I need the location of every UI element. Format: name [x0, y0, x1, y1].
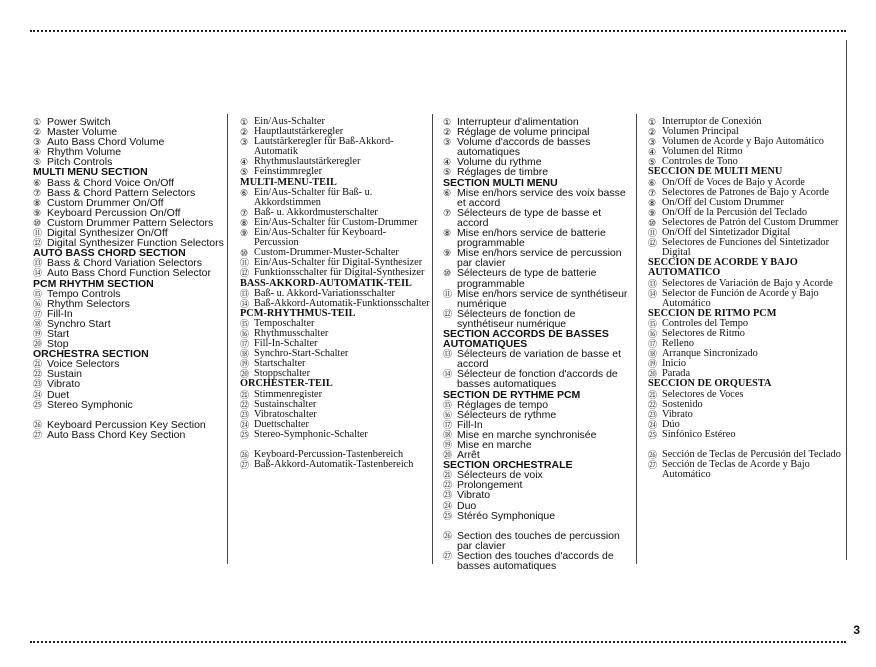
- item-label: Sélecteur de fonction d'accords de basses automatiques: [457, 368, 618, 391]
- section-heading: PCM RHYTHM SECTION: [33, 277, 154, 290]
- item-label: Stereo Symphonic: [47, 398, 133, 411]
- item-number: ㉖: [33, 419, 43, 430]
- item-label: Volume du rythme: [457, 156, 542, 169]
- item-number: ②: [33, 127, 42, 138]
- item-number: ⑰: [33, 308, 43, 319]
- item-number: ⑩: [33, 217, 42, 228]
- item-number: ⑳: [443, 450, 453, 461]
- item-number: ⑮: [443, 399, 453, 410]
- item-label: Parada: [662, 368, 691, 380]
- section-heading: MULTI MENU SECTION: [33, 166, 148, 179]
- item-number: ⑬: [240, 288, 250, 299]
- item-number: ⑭: [33, 268, 43, 279]
- item-label: Auto Bass Chord Function Selector: [47, 267, 212, 280]
- item-number: ⑳: [648, 369, 658, 380]
- item-number: ⑤: [240, 167, 249, 178]
- item-number: ⑫: [33, 238, 43, 249]
- section-heading: MULTI-MENU-TEIL: [240, 176, 337, 188]
- item-number: ⑤: [648, 157, 657, 168]
- item-label: Inicio: [662, 358, 687, 370]
- list-item: [240, 460, 430, 470]
- item-number: ⑧: [443, 228, 452, 239]
- item-number: ⑪: [240, 258, 250, 269]
- item-number: ⑭: [443, 369, 453, 380]
- item-number: ⑨: [648, 207, 657, 218]
- list-item: [443, 137, 633, 157]
- item-label: Auto Bass Chord Key Section: [47, 428, 186, 441]
- item-number: ㉑: [33, 359, 43, 370]
- item-label: Start: [47, 327, 70, 340]
- item-number: ⑨: [33, 207, 42, 218]
- item-number: ⑥: [240, 187, 249, 198]
- list-item: [648, 430, 844, 440]
- item-number: ⑱: [240, 349, 250, 360]
- item-label: Baß-Akkord-Automatik-Funktionsschalter: [254, 297, 430, 309]
- item-label: Vibrato: [662, 408, 693, 420]
- item-number: ⑦: [33, 187, 42, 198]
- item-label: Feinstimmregler: [254, 166, 323, 178]
- item-label: Selectores de Ritmo: [662, 327, 745, 339]
- item-label: Master Volume: [47, 126, 118, 139]
- item-label: Rhythmusschalter: [254, 327, 329, 339]
- item-number: ⑲: [443, 440, 453, 450]
- item-label: Vibrato: [457, 489, 491, 502]
- section-heading: SECCION DE ACORDE Y BAJO AUTOMATICO: [648, 257, 798, 279]
- list-item: [240, 188, 430, 208]
- item-number: ⑮: [648, 318, 658, 329]
- item-number: ⑲: [33, 328, 43, 339]
- item-label: Mise en/hors service de batterie programmable: [457, 227, 606, 250]
- item-label: Sélecteurs de type de basse et accord: [457, 206, 602, 229]
- item-number: ④: [33, 147, 42, 158]
- item-number: ㉒: [240, 399, 250, 410]
- item-label: Custom Drummer Pattern Selectors: [47, 216, 214, 229]
- item-label: Volumen del Ritmo: [662, 146, 743, 158]
- item-number: ③: [33, 137, 42, 148]
- item-number: ⑨: [240, 228, 249, 239]
- item-label: Prolongement: [457, 479, 523, 492]
- item-number: ⑪: [443, 288, 453, 299]
- item-number: ⑰: [240, 339, 250, 350]
- item-number: ③: [443, 137, 452, 148]
- page-number: 3: [853, 623, 860, 637]
- section-heading: SECTION MULTI MENU: [443, 176, 558, 189]
- item-label: Vibrato: [47, 378, 81, 391]
- item-label: On/Off de la Percusión del Teclado: [662, 206, 808, 218]
- item-label: Volumen de Acorde y Bajo Automático: [662, 136, 824, 148]
- list-item: [443, 268, 633, 288]
- item-label: Fill-In-Schalter: [254, 338, 318, 350]
- column-divider-4: [846, 40, 847, 560]
- item-number: ⑥: [443, 187, 452, 198]
- list-item: [443, 309, 633, 329]
- item-label: Pitch Controls: [47, 156, 113, 169]
- section-heading: AUTO BASS CHORD SECTION: [33, 247, 186, 260]
- item-number: ⑤: [33, 157, 42, 168]
- item-label: Duo: [457, 499, 477, 512]
- item-number: ⑫: [443, 308, 453, 319]
- item-number: ②: [240, 127, 249, 138]
- item-label: On/Off del Custom Drummer: [662, 196, 784, 208]
- item-label: Keyboard Percussion On/Off: [47, 206, 181, 219]
- item-number: ②: [443, 127, 452, 138]
- item-label: Auto Bass Chord Volume: [47, 136, 165, 149]
- item-number: ⑳: [240, 369, 250, 380]
- item-number: ⑰: [443, 419, 453, 430]
- item-number: ㉗: [240, 460, 250, 471]
- item-number: ④: [240, 157, 249, 168]
- item-label: Section des touches d'accords de basses automatiques: [457, 549, 614, 573]
- item-number: ③: [240, 137, 249, 148]
- item-label: Interrupteur d'alimentation: [457, 116, 579, 128]
- item-label: Volumen Principal: [662, 126, 739, 138]
- item-label: Custom-Drummer-Muster-Schalter: [254, 247, 399, 259]
- item-label: Fill-In: [457, 418, 483, 431]
- item-label: Keyboard-Percussion-Tastenbereich: [254, 449, 404, 460]
- item-number: ⑯: [240, 328, 250, 339]
- item-label: Ein/Aus-Schalter: [254, 116, 325, 127]
- item-number: ㉑: [240, 389, 250, 400]
- list-item: [443, 511, 633, 521]
- item-number: ⑧: [648, 197, 657, 208]
- item-number: ⑭: [240, 298, 250, 309]
- item-number: ⑦: [443, 207, 452, 218]
- item-number: ㉔: [648, 419, 658, 430]
- item-number: ④: [648, 147, 657, 158]
- item-label: Baß-Akkord-Automatik-Tastenbereich: [254, 459, 414, 471]
- item-label: Bass & Chord Voice On/Off: [47, 176, 175, 189]
- item-label: Volume d'accords de basses automatiques: [457, 136, 591, 159]
- item-number: ⑫: [648, 238, 658, 249]
- item-label: Stimmenregister: [254, 388, 323, 400]
- section-heading: BASS-AKKORD-AUTOMATIK-TEIL: [240, 277, 412, 289]
- item-label: Rhythm Selectors: [47, 297, 130, 310]
- list-item: [33, 268, 225, 278]
- item-number: ⑲: [240, 359, 250, 370]
- item-label: Temposchalter: [254, 317, 315, 329]
- item-label: Sélecteurs de variation de basse et accord: [457, 348, 622, 371]
- item-label: Selectores de Funciones del Sintetizador Digital: [662, 237, 829, 259]
- list-item: [33, 430, 225, 440]
- item-number: ⑬: [33, 258, 43, 269]
- list-item: [443, 188, 633, 208]
- section-heading: SECTION ORCHESTRALE: [443, 459, 573, 472]
- item-label: Funktionsschalter für Digital-Synthesizer: [254, 267, 425, 279]
- item-label: Mise en/hors service de synthétiseur numérique: [457, 287, 628, 310]
- item-label: Custom Drummer On/Off: [47, 196, 164, 209]
- item-label: Rhythm Volume: [47, 146, 122, 159]
- item-number: ⑩: [240, 248, 249, 259]
- item-number: ⑪: [33, 228, 43, 239]
- list-item: [648, 289, 844, 309]
- item-label: Power Switch: [47, 116, 111, 128]
- item-number: ⑦: [648, 187, 657, 198]
- item-number: ⑮: [33, 288, 43, 299]
- item-label: Digital Synthesizer On/Off: [47, 227, 168, 240]
- item-number: ⑱: [648, 349, 658, 360]
- item-number: ㉒: [648, 399, 658, 410]
- list-item: [648, 238, 844, 258]
- item-label: Réglage de volume principal: [457, 126, 590, 139]
- column-divider-2: [432, 114, 433, 564]
- section-heading: SECTION ACCORDS DE BASSES AUTOMATIQUES: [443, 327, 609, 351]
- list-item: [240, 268, 430, 278]
- list-item: [443, 228, 633, 248]
- section-heading: SECCION DE RITMO PCM: [648, 307, 777, 319]
- item-number: ⑯: [443, 409, 453, 420]
- list-item: [443, 289, 633, 309]
- item-number: ㉕: [443, 510, 453, 521]
- item-label: Mise en marche: [457, 439, 532, 451]
- item-label: Selector de Función de Acorde y Bajo Automático: [662, 287, 819, 309]
- item-number: ⑬: [443, 349, 453, 360]
- item-number: ㉖: [240, 450, 250, 460]
- list-item: [240, 430, 430, 440]
- item-number: ②: [648, 127, 657, 138]
- item-number: ⑨: [443, 248, 452, 259]
- item-label: Dúo: [662, 418, 680, 430]
- item-label: Sélecteurs de voix: [457, 469, 543, 482]
- item-number: ①: [443, 117, 452, 127]
- item-number: ①: [33, 117, 42, 127]
- item-label: Section des touches de percussion par clavier: [457, 529, 620, 552]
- item-number: ㉗: [33, 429, 43, 440]
- item-label: Réglages de tempo: [457, 398, 549, 411]
- item-label: Selectores de Patrones de Bajo y Acorde: [662, 186, 829, 198]
- item-number: ㉑: [443, 470, 453, 481]
- item-label: Baß- u. Akkord-Variationsschalter: [254, 287, 395, 299]
- item-label: Arrêt: [457, 449, 480, 462]
- item-number: ⑲: [648, 359, 658, 370]
- item-label: Mise en/hors service de percussion par clavier: [457, 247, 622, 270]
- item-number: ㉑: [648, 389, 658, 400]
- item-label: Sección de Teclas de Acorde y Bajo Automático: [662, 459, 810, 481]
- item-label: Vibratoschalter: [254, 408, 317, 420]
- item-label: Réglages de timbre: [457, 166, 549, 179]
- item-label: Sustain: [47, 368, 83, 381]
- item-label: Hauptlautstärkeregler: [254, 126, 344, 138]
- item-number: ⑮: [240, 318, 250, 329]
- item-number: ③: [648, 137, 657, 148]
- item-label: Baß- u. Akkordmusterschalter: [254, 206, 378, 218]
- item-number: ⑬: [648, 278, 658, 289]
- item-number: ㉗: [443, 550, 453, 561]
- item-number: ㉓: [443, 490, 453, 501]
- item-number: ⑫: [240, 268, 250, 279]
- item-number: ㉕: [33, 399, 43, 410]
- item-number: ⑩: [648, 217, 657, 228]
- list-item: [443, 208, 633, 228]
- item-label: Sección de Teclas de Percusión del Teclado: [662, 449, 841, 460]
- item-label: Rhythmuslautstärkeregler: [254, 156, 361, 168]
- item-label: Arranque Sincronizado: [662, 348, 758, 360]
- item-label: Selectores de Patrón del Custom Drummer: [662, 216, 839, 228]
- column-english: [33, 117, 225, 440]
- item-label: Stoppschalter: [254, 368, 311, 380]
- item-label: Sostenido: [662, 398, 703, 410]
- item-number: ①: [648, 117, 657, 127]
- item-number: ㉕: [648, 429, 658, 440]
- list-item: [443, 349, 633, 369]
- section-heading: PCM-RHYTHMUS-TEIL: [240, 307, 356, 319]
- item-label: Sélecteurs de fonction de synthétiseur numérique: [457, 307, 576, 330]
- item-label: Mise en marche synchronisée: [457, 428, 597, 441]
- item-label: Selectores de Variación de Bajo y Acorde: [662, 277, 833, 289]
- item-number: ④: [443, 157, 452, 168]
- item-number: ⑦: [240, 207, 249, 218]
- item-label: Startschalter: [254, 358, 306, 370]
- item-number: ⑰: [648, 339, 658, 350]
- item-label: Duettschalter: [254, 418, 309, 430]
- item-number: ⑱: [443, 429, 453, 440]
- item-label: Lautstärkeregler für Baß-Akkord-Automatik: [254, 136, 394, 158]
- item-label: Sélecteurs de rythme: [457, 408, 557, 421]
- item-number: ㉓: [240, 409, 250, 420]
- item-number: ⑤: [443, 167, 452, 178]
- section-heading: ORCHESTER-TEIL: [240, 378, 333, 390]
- item-label: Mise en/hors service des voix basse et accord: [457, 186, 626, 209]
- item-label: Synchro Start: [47, 317, 111, 330]
- list-item: [648, 460, 844, 480]
- column-german: [240, 117, 430, 470]
- list-item: [240, 137, 430, 157]
- item-label: Stop: [47, 338, 69, 351]
- item-label: Sinfónico Estéreo: [662, 428, 736, 440]
- item-label: Tempo Controls: [47, 287, 121, 300]
- item-label: Ein/Aus-Schalter für Keyboard-Percussion: [254, 227, 387, 249]
- item-label: Selectores de Voces: [662, 388, 744, 400]
- item-label: Stereo-Symphonic-Schalter: [254, 428, 368, 440]
- item-number: ㉗: [648, 460, 658, 471]
- item-number: ㉓: [648, 409, 658, 420]
- item-label: Bass & Chord Variation Selectors: [47, 257, 203, 270]
- item-number: ⑥: [33, 177, 42, 188]
- list-item: [443, 248, 633, 268]
- item-label: Sustainschalter: [254, 398, 317, 410]
- item-number: ㉒: [443, 480, 453, 491]
- item-number: ⑯: [33, 298, 43, 309]
- section-heading: SECCION DE ORQUESTA: [648, 378, 772, 390]
- list-item: [33, 400, 225, 410]
- item-number: ①: [240, 117, 249, 127]
- item-label: Ein/Aus-Schalter für Digital-Synthesizer: [254, 257, 423, 269]
- section-heading: SECTION DE RYTHME PCM: [443, 388, 581, 401]
- item-label: Sélecteurs de type de batterie programmable: [457, 267, 597, 290]
- item-number: ㉕: [240, 429, 250, 440]
- item-number: ⑪: [648, 228, 658, 239]
- item-label: On/Off de Voces de Bajo y Acorde: [662, 176, 805, 188]
- item-label: Controles de Tono: [662, 156, 738, 168]
- item-number: ⑧: [33, 197, 42, 208]
- list-item: [443, 369, 633, 389]
- item-label: Relleno: [662, 338, 695, 350]
- item-number: ⑧: [240, 217, 249, 228]
- item-number: ⑱: [33, 318, 43, 329]
- item-number: ⑭: [648, 288, 658, 299]
- item-number: ㉒: [33, 369, 43, 380]
- item-number: ㉔: [240, 419, 250, 430]
- column-french: [443, 117, 633, 571]
- item-label: Synchro-Start-Schalter: [254, 348, 349, 360]
- item-number: ⑳: [33, 339, 43, 350]
- item-number: ㉓: [33, 379, 43, 390]
- item-label: Ein/Aus-Schalter für Baß- u. Akkordstimmen: [254, 186, 373, 208]
- item-number: ㉖: [443, 530, 453, 541]
- top-dotted-rule: [30, 30, 846, 32]
- item-number: ㉖: [648, 450, 658, 460]
- item-number: ⑯: [648, 328, 658, 339]
- item-label: On/Off del Sintetizador Digital: [662, 227, 791, 239]
- list-item: [443, 551, 633, 571]
- section-heading: SECCION DE MULTI MENU: [648, 166, 783, 178]
- item-number: ㉔: [33, 389, 43, 400]
- column-spanish: [648, 117, 844, 480]
- section-heading: ORCHESTRA SECTION: [33, 348, 149, 361]
- column-divider-3: [636, 114, 637, 564]
- item-label: Stéréo Symphonique: [457, 509, 556, 522]
- item-number: ⑥: [648, 177, 657, 188]
- item-label: Ein/Aus-Schalter für Custom-Drummer: [254, 216, 418, 228]
- item-label: Voice Selectors: [47, 358, 120, 371]
- bottom-dotted-rule: [30, 641, 846, 643]
- item-label: Keyboard Percussion Key Section: [47, 418, 206, 431]
- item-label: Fill-In: [47, 307, 73, 320]
- item-label: Controles del Tempo: [662, 317, 749, 329]
- item-number: ㉔: [443, 500, 453, 511]
- item-label: Digital Synthesizer Function Selectors: [47, 237, 224, 250]
- item-label: Duet: [47, 388, 70, 401]
- item-label: Bass & Chord Pattern Selectors: [47, 186, 196, 199]
- list-item: [240, 228, 430, 248]
- column-divider-1: [227, 114, 228, 564]
- list-item: [443, 531, 633, 551]
- item-label: Interruptor de Conexión: [662, 116, 762, 127]
- item-number: ⑩: [443, 268, 452, 279]
